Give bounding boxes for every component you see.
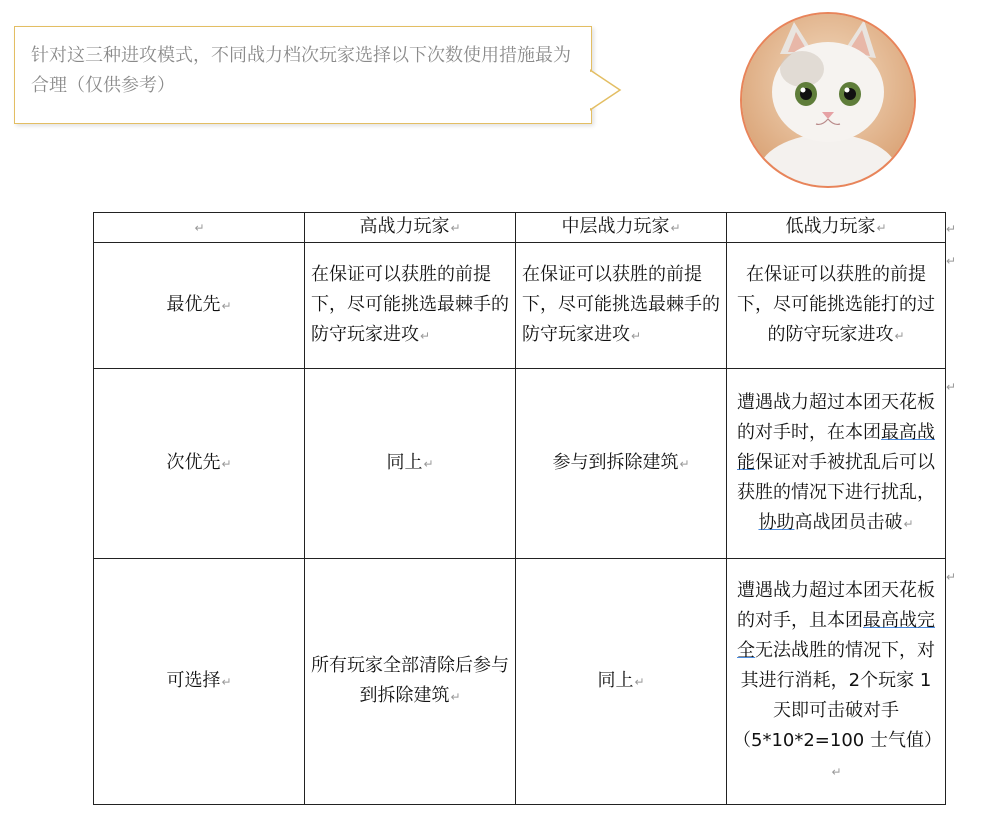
header-high-power: 高战力玩家↵ xyxy=(305,213,516,243)
row-end-mark: ↵ xyxy=(946,380,957,394)
row-end-mark: ↵ xyxy=(946,222,957,236)
table-cell: 遭遇战力超过本团天花板的对手，且本团最高战完全无法战胜的情况下，对其进行消耗，2个玩家 1 天即可击破对手 （5*10*2=100 士气值）↵ xyxy=(727,559,946,805)
table-cell: 在保证可以获胜的前提下，尽可能挑选最棘手的防守玩家进攻↵ xyxy=(305,243,516,369)
row-label: 最优先↵ xyxy=(94,243,305,369)
table-cell: 在保证可以获胜的前提下，尽可能挑选能打的过的防守玩家进攻↵ xyxy=(727,243,946,369)
header-mid-power: 中层战力玩家↵ xyxy=(516,213,727,243)
row-end-mark: ↵ xyxy=(946,570,957,584)
header-low-power: 低战力玩家↵ xyxy=(727,213,946,243)
strategy-table xyxy=(93,212,946,805)
table-header-row xyxy=(94,213,946,243)
header-empty-cell: ↵ xyxy=(94,213,305,243)
row-end-mark: ↵ xyxy=(946,254,957,268)
cat-avatar xyxy=(740,12,916,188)
cat-photo-icon xyxy=(742,14,914,186)
table-cell: 在保证可以获胜的前提下，尽可能挑选最棘手的防守玩家进攻↵ xyxy=(516,243,727,369)
row-label: 可选择↵ xyxy=(94,559,305,805)
table-cell: 所有玩家全部清除后参与到拆除建筑↵ xyxy=(305,559,516,805)
table-row xyxy=(94,559,946,805)
table-cell: 参与到拆除建筑↵ xyxy=(516,369,727,559)
table-cell: 同上↵ xyxy=(516,559,727,805)
callout-bubble xyxy=(14,26,592,124)
table-cell: 遭遇战力超过本团天花板的对手时，在本团最高战能保证对手被扰乱后可以获胜的情况下进行扰乱，协助高战团员击破↵ xyxy=(727,369,946,559)
table-row xyxy=(94,369,946,559)
callout-text: 针对这三种进攻模式，不同战力档次玩家选择以下次数使用措施最为合理（仅供参考） xyxy=(31,45,571,96)
table-cell: 同上↵ xyxy=(305,369,516,559)
row-label: 次优先↵ xyxy=(94,369,305,559)
table-row xyxy=(94,243,946,369)
callout-tail xyxy=(590,68,624,116)
